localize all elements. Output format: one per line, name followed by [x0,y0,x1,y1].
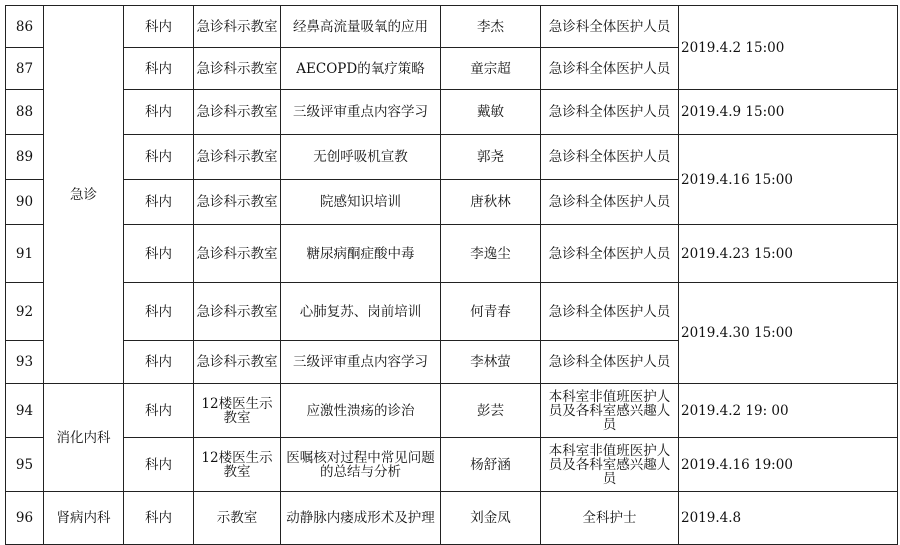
time-cell: 2019.4.2 19: 00 [679,384,898,438]
row-number: 89 [6,135,44,180]
training-type: 科内 [124,135,194,180]
audience-cell: 急诊科全体医护人员 [541,180,679,225]
table-row [6,492,898,545]
time-cell: 2019.4.9 15:00 [679,90,898,135]
training-type: 科内 [124,225,194,283]
table-row [6,225,898,283]
table-row [6,438,898,492]
location-cell: 示教室 [194,492,281,545]
training-type: 科内 [124,492,194,545]
department-cell: 急诊 [44,6,124,384]
speaker-cell: 李逸尘 [441,225,541,283]
location-cell: 12楼医生示教室 [194,384,281,438]
row-number: 93 [6,341,44,384]
topic-cell: AECOPD的氧疗策略 [281,48,441,90]
row-number: 91 [6,225,44,283]
audience-cell: 急诊科全体医护人员 [541,135,679,180]
location-cell: 12楼医生示教室 [194,438,281,492]
topic-cell: 三级评审重点内容学习 [281,341,441,384]
time-cell: 2019.4.16 19:00 [679,438,898,492]
audience-cell: 急诊科全体医护人员 [541,6,679,48]
time-cell: 2019.4.2 15:00 [679,6,898,90]
topic-cell: 经鼻高流量吸氧的应用 [281,6,441,48]
audience-cell: 急诊科全体医护人员 [541,283,679,341]
speaker-cell: 唐秋林 [441,180,541,225]
location-cell: 急诊科示教室 [194,180,281,225]
table-row [6,384,898,438]
location-cell: 急诊科示教室 [194,283,281,341]
row-number: 86 [6,6,44,48]
time-cell: 2019.4.30 15:00 [679,283,898,384]
audience-cell: 急诊科全体医护人员 [541,48,679,90]
table-row [6,135,898,180]
location-cell: 急诊科示教室 [194,90,281,135]
training-type: 科内 [124,438,194,492]
topic-cell: 心肺复苏、岗前培训 [281,283,441,341]
speaker-cell: 刘金凤 [441,492,541,545]
topic-cell: 医嘱核对过程中常见问题的总结与分析 [281,438,441,492]
location-cell: 急诊科示教室 [194,341,281,384]
location-cell: 急诊科示教室 [194,6,281,48]
topic-cell: 动静脉内瘘成形术及护理 [281,492,441,545]
topic-cell: 院感知识培训 [281,180,441,225]
audience-cell: 本科室非值班医护人员及各科室感兴趣人员 [541,384,679,438]
speaker-cell: 李林萤 [441,341,541,384]
speaker-cell: 杨舒涵 [441,438,541,492]
time-cell: 2019.4.23 15:00 [679,225,898,283]
audience-cell: 全科护士 [541,492,679,545]
training-type: 科内 [124,341,194,384]
audience-cell: 急诊科全体医护人员 [541,341,679,384]
table-row [6,90,898,135]
speaker-cell: 李杰 [441,6,541,48]
row-number: 95 [6,438,44,492]
row-number: 90 [6,180,44,225]
time-cell: 2019.4.8 [679,492,898,545]
time-cell: 2019.4.16 15:00 [679,135,898,225]
training-type: 科内 [124,384,194,438]
training-type: 科内 [124,90,194,135]
row-number: 96 [6,492,44,545]
topic-cell: 三级评审重点内容学习 [281,90,441,135]
department-cell: 肾病内科 [44,492,124,545]
table-row [6,6,898,48]
training-type: 科内 [124,283,194,341]
location-cell: 急诊科示教室 [194,225,281,283]
schedule-table [5,5,898,545]
location-cell: 急诊科示教室 [194,135,281,180]
speaker-cell: 何青春 [441,283,541,341]
training-type: 科内 [124,48,194,90]
speaker-cell: 戴敏 [441,90,541,135]
audience-cell: 急诊科全体医护人员 [541,90,679,135]
audience-cell: 本科室非值班医护人员及各科室感兴趣人员 [541,438,679,492]
training-type: 科内 [124,180,194,225]
row-number: 94 [6,384,44,438]
speaker-cell: 郭尧 [441,135,541,180]
department-cell: 消化内科 [44,384,124,492]
speaker-cell: 童宗超 [441,48,541,90]
row-number: 88 [6,90,44,135]
row-number: 87 [6,48,44,90]
table-row [6,283,898,341]
topic-cell: 无创呼吸机宣教 [281,135,441,180]
location-cell: 急诊科示教室 [194,48,281,90]
audience-cell: 急诊科全体医护人员 [541,225,679,283]
training-type: 科内 [124,6,194,48]
topic-cell: 糖尿病酮症酸中毒 [281,225,441,283]
row-number: 92 [6,283,44,341]
topic-cell: 应激性溃疡的诊治 [281,384,441,438]
speaker-cell: 彭芸 [441,384,541,438]
